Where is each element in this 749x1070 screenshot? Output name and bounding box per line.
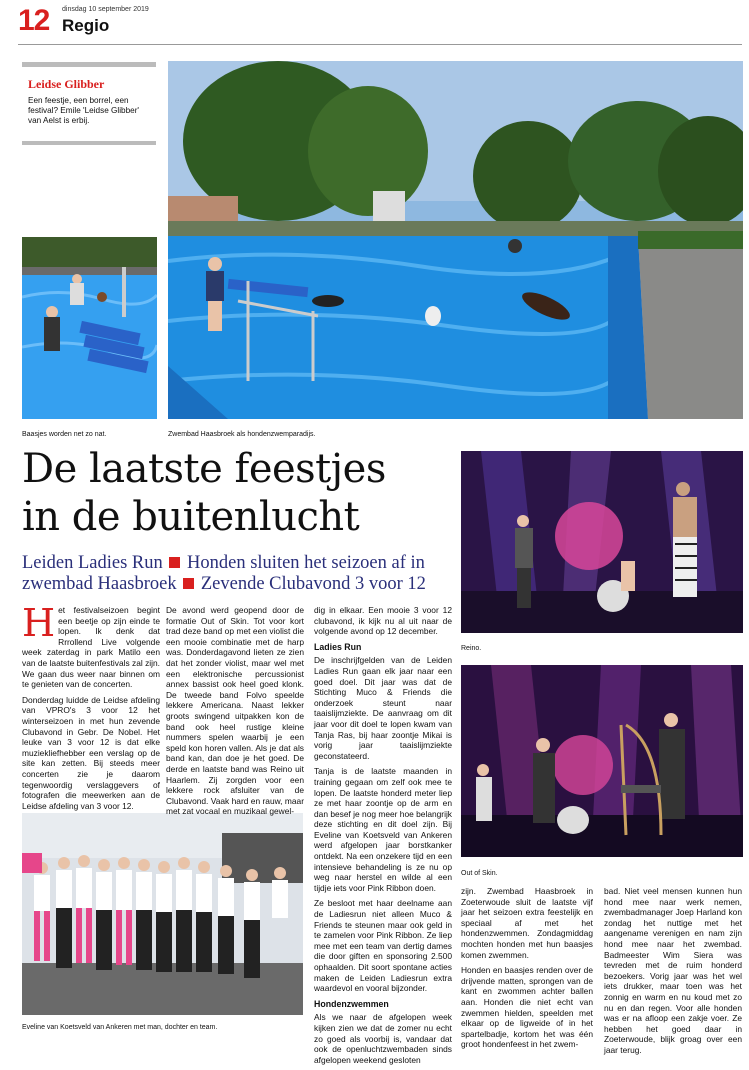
paragraph: Donderdag luidde de Leidse afdeling van VPRO's 3 voor 12 het winterseizoen in met hun zevende Clubavond in Gebr. De Nobel. Het leuke van 3 voor 12 is dat elke muziekliefhebber een verslag op de site kan zetten. Bij steeds meer concerten zie je daarom tegenwoordig verslaggevers of fotografen die meewerken aan de Leidse afdeling van 3 voor 12. [22,694,160,811]
article-column-4 [461,886,593,1055]
subhead-part-1: Leiden Ladies Run [22,553,163,573]
paragraph-text: et festivalseizoen begint een beetje op zijn einde te lopen. Ik denk dat Rrrollend Live volgende week zaterdag in park Matilo een van de laatste buitenfestivals zal zijn. We gaan dus weer naar binnen om te genieten van de concerten. [22,605,160,690]
photo-ladies-run [22,813,303,1015]
photo-out-of-skin-image [461,665,743,857]
subhead-part-3: Zevende Clubavond 3 voor 12 [200,574,426,594]
photo-out-of-skin [461,665,743,857]
article-headline [22,445,452,541]
columnist-teaser [22,62,156,145]
article-column-2 [166,605,304,822]
photo-reino [461,451,743,633]
paragraph: Als we naar de afgelopen week kijken zien we dat de zomer nu echt zo goed als voorbij is, vandaar dat ook de openluchtzwembaden sinds afgelopen weekend gesloten [314,1012,452,1065]
paragraph: bad. Niet veel mensen kunnen hun hond mee naar werk nemen, zwembadmanager Joep Harland kon zondag het nuttige met het aangename verenigen en nam zijn hond mee naar het zwembad. Badmeester Wim Siera was tevreden met de ruim honderd bezoekers. Vorig jaar was het wel iets drukker, maar toen was het zonnig en warm en nu koud met zo nu en dan regen. Voor alle honden was er na afloop een zakje voer. Ze hebben het goed daar in Zoeterwoude, blijk groag over een jaar terug. [604,886,742,1055]
article-column-3 [314,605,452,1070]
paragraph: De avond werd geopend door de formatie Out of Skin. Tot voor kort trad deze band op met een violist die een mooie combinatie met de harp was. Donderdagavond lieten ze zien dat het zonder violist, maar wel met een elektronische percussionist annex bassist ook heel goed klonk. De tweede band Folvo speelde lekkere Americana. Naast lekker groots swingend uitpakken kon de band ook heel rustige kleine nummers spelen waarbij je een speld kon horen vallen. Als je dat als band kan, dan doe je het goed. De derde en laatste band was Reino uit Haarlem. Zij zorgden voor een lekkere rock afsluiter van de Clubavond. Vaak hard en rauw, maar met zat vocaal en muzikaal gewel- [166,605,304,817]
headline-line-1: De laatste feestjes [22,446,386,492]
photo-dogs-small-image [22,237,157,419]
paragraph: zijn. Zwembad Haasbroek in Zoeterwoude sluit de laatste vijf jaar het seizoen extra feestelijk en speciaal af met het hondenzwemmen. Zondagmiddag mochten honden met hun baasjes komen zwemmen. [461,886,593,960]
photo-reino-image [461,451,743,633]
red-square-icon [169,557,180,568]
teaser-top-bar [22,62,156,67]
article-column-1 [22,601,160,816]
page-number: 12 [18,4,50,37]
subhead-part-2: Honden sluiten het seizoen af in zwembad Haasbroek [22,553,425,594]
article-column-5 [604,886,742,1061]
photo-reino-caption: Reino. [461,645,482,652]
red-square-icon [183,578,194,589]
paragraph: Tanja is de laatste maanden in training gegaan om zelf ook mee te lopen. De laatste honderd meter liep ze met haar zoontje op de arm en dan besef je nog meer hoe belangrijk deze stichting en dit doel zijn. Bij Eveline van Koetsveld van Ankeren werd afgelopen jaar borstkanker ontdekt. Na een onzekere tijd en een intensieve behandeling is ze nu op weg naar herstel en wilde al een tijdje iets voor Pink Ribbon doen. [314,766,452,893]
paragraph: dig in elkaar. Een mooie 3 voor 12 clubavond, ik kijk nu al uit naar de volgende avond op 12 december. [314,605,452,637]
issue-date: dinsdag 10 september 2019 [62,6,149,13]
paragraph [22,601,160,690]
paragraph: De inschrijfgelden van de Leiden Ladies Run gaan elk jaar naar een goed doel. Dit jaar was dat de Stichting Muco & Friends die onderzoek steunt naar taaislijmziekte. De aanvraag om dit jaar voor dit doel te lopen kwam van Tanja Ras, bij haar zoontje Mikai is vorig jaar taaislijmziekte geconstateerd. [314,655,452,761]
paragraph: Ze besloot met haar deelname aan de Ladiesrun niet alleen Muco & Friends te steunen maar ook geld in te zamelen voor Pink Ribbon. Ze liep mee met een team van dertig dames die door giften en sponsoring 2.500 ophaalden. Dit soort spontane acties maken de Leiden Ladiesrun extra waardevol en vooral bijzonder. [314,898,452,994]
paragraph: Honden en baasjes renden over de drijvende matten, sprongen van de kant en zwommen achter ballen aan. Honden die niet echt van zwemmen hielden, speelden met elkaar op de ligweide of in het spartelbadje, kortom het was één groot hondenfeest in het zwem- [461,965,593,1050]
headline-line-2: in de buitenlucht [22,494,360,540]
photo-out-of-skin-caption: Out of Skin. [461,870,498,877]
photo-pool [168,61,743,419]
photo-ladies-run-caption: Eveline van Koetsveld van Ankeren met man, dochter en team. [22,1024,218,1031]
header-rule [18,44,742,45]
teaser-title: Leidse Glibber [28,77,105,91]
teaser-text: Een feestje, een borrel, een festival? Emile 'Leidse Glibber' van Aelst is erbij. [28,96,139,125]
section-heading: Hondenzwemmen [314,998,389,1009]
section-title: Regio [62,16,110,35]
article-subhead [22,553,454,595]
photo-pool-caption: Zwembad Haasbroek als hondenzwemparadijs. [168,431,316,438]
photo-dogs-small [22,237,157,419]
teaser-bottom-bar [22,141,156,145]
photo-dogs-small-caption: Baasjes worden net zo nat. [22,431,107,438]
section-heading: Ladies Run [314,641,362,652]
drop-cap: H [22,601,56,645]
photo-ladies-run-image [22,813,303,1015]
photo-pool-image [168,61,743,419]
